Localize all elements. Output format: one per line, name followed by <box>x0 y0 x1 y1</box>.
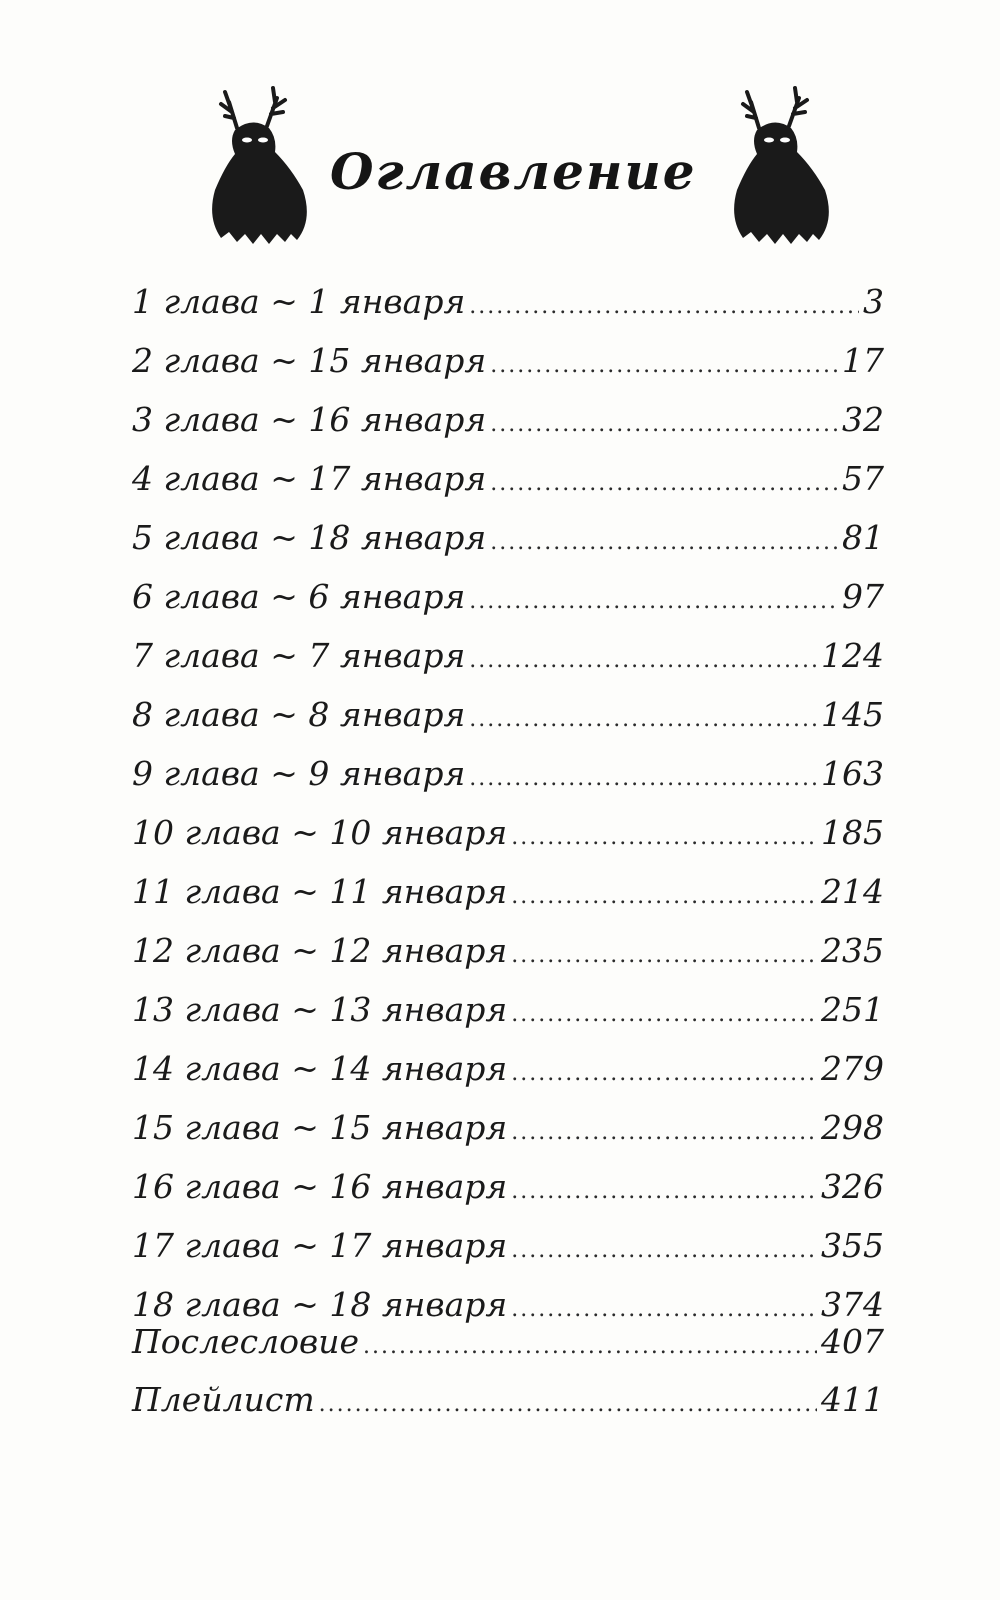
toc-entry-page: 279 <box>821 1049 884 1088</box>
toc-entry-label: 2 глава ~ 15 января <box>132 341 487 380</box>
toc-entry <box>132 1049 884 1108</box>
toc-entry-label: 6 глава ~ 6 января <box>132 577 466 616</box>
toc-entry-label: 17 глава ~ 17 января <box>132 1226 508 1265</box>
toc-entry <box>132 931 884 990</box>
toc-entry <box>132 577 884 636</box>
toc-entry-page: 57 <box>842 459 884 498</box>
dot-leader <box>469 294 859 319</box>
page-title: Оглавление <box>330 142 697 201</box>
toc-entry-label: 5 глава ~ 18 января <box>132 518 487 557</box>
toc-entry <box>132 990 884 1049</box>
toc-entry-page: 3 <box>863 282 884 321</box>
toc-entry-label: Плейлист <box>132 1380 315 1419</box>
toc-entry <box>132 636 884 695</box>
toc-entry-label: 18 глава ~ 18 января <box>132 1285 508 1324</box>
toc-entry-afterword <box>132 1322 884 1380</box>
dot-leader <box>511 1179 817 1204</box>
toc-entry-page: 32 <box>842 400 884 439</box>
dot-leader <box>469 589 838 614</box>
chapter-list <box>132 282 884 1344</box>
dot-leader <box>490 530 838 555</box>
dot-leader <box>490 471 838 496</box>
toc-entry <box>132 1108 884 1167</box>
toc-entry-page: 326 <box>821 1167 884 1206</box>
toc-entry-page: 97 <box>842 577 884 616</box>
toc-entry <box>132 459 884 518</box>
toc-entry-page: 214 <box>821 872 884 911</box>
dot-leader <box>469 648 817 673</box>
dot-leader <box>490 353 838 378</box>
toc-entry-label: 15 глава ~ 15 января <box>132 1108 508 1147</box>
toc-entry <box>132 1167 884 1226</box>
dot-leader <box>511 1297 817 1322</box>
dot-leader <box>319 1392 817 1417</box>
toc-entry-label: 13 глава ~ 13 января <box>132 990 508 1029</box>
toc-entry-page: 124 <box>821 636 884 675</box>
toc-entry-label: 16 глава ~ 16 января <box>132 1167 508 1206</box>
toc-entry <box>132 813 884 872</box>
toc-entry-label: Послесловие <box>132 1322 360 1361</box>
toc-entry-page: 411 <box>821 1380 884 1419</box>
toc-entry-label: 4 глава ~ 17 января <box>132 459 487 498</box>
dot-leader <box>469 766 817 791</box>
toc-entry <box>132 282 884 341</box>
antlered-creature-icon <box>205 80 315 250</box>
toc-entry <box>132 518 884 577</box>
toc-entry-page: 407 <box>821 1322 884 1361</box>
toc-entry-page: 185 <box>821 813 884 852</box>
toc-entry-label: 10 глава ~ 10 января <box>132 813 508 852</box>
toc-entry-playlist <box>132 1380 884 1438</box>
toc-header <box>0 80 1000 260</box>
dot-leader <box>511 825 817 850</box>
antlered-creature-icon <box>727 80 837 250</box>
toc-entry-label: 14 глава ~ 14 января <box>132 1049 508 1088</box>
dot-leader <box>511 1002 817 1027</box>
toc-entry-label: 3 глава ~ 16 января <box>132 400 487 439</box>
dot-leader <box>363 1334 817 1359</box>
toc-entry-page: 145 <box>821 695 884 734</box>
dot-leader <box>490 412 838 437</box>
toc-entry-page: 17 <box>842 341 884 380</box>
toc-entry <box>132 754 884 813</box>
toc-entry-label: 9 глава ~ 9 января <box>132 754 466 793</box>
extras-list <box>132 1322 884 1438</box>
toc-entry <box>132 872 884 931</box>
toc-entry-page: 235 <box>821 931 884 970</box>
toc-entry <box>132 400 884 459</box>
toc-entry-page: 81 <box>842 518 884 557</box>
toc-entry <box>132 695 884 754</box>
toc-entry-page: 374 <box>821 1285 884 1324</box>
toc-entry-page: 251 <box>821 990 884 1029</box>
dot-leader <box>469 707 817 732</box>
toc-entry-label: 8 глава ~ 8 января <box>132 695 466 734</box>
toc-entry-label: 11 глава ~ 11 января <box>132 872 508 911</box>
dot-leader <box>511 884 817 909</box>
dot-leader <box>511 943 817 968</box>
toc-entry-page: 355 <box>821 1226 884 1265</box>
toc-entry-label: 7 глава ~ 7 января <box>132 636 466 675</box>
toc-entry-page: 298 <box>821 1108 884 1147</box>
toc-entry <box>132 341 884 400</box>
toc-entry-page: 163 <box>821 754 884 793</box>
dot-leader <box>511 1120 817 1145</box>
toc-entry <box>132 1226 884 1285</box>
toc-entry-label: 12 глава ~ 12 января <box>132 931 508 970</box>
toc-entry-label: 1 глава ~ 1 января <box>132 282 466 321</box>
dot-leader <box>511 1238 817 1263</box>
dot-leader <box>511 1061 817 1086</box>
